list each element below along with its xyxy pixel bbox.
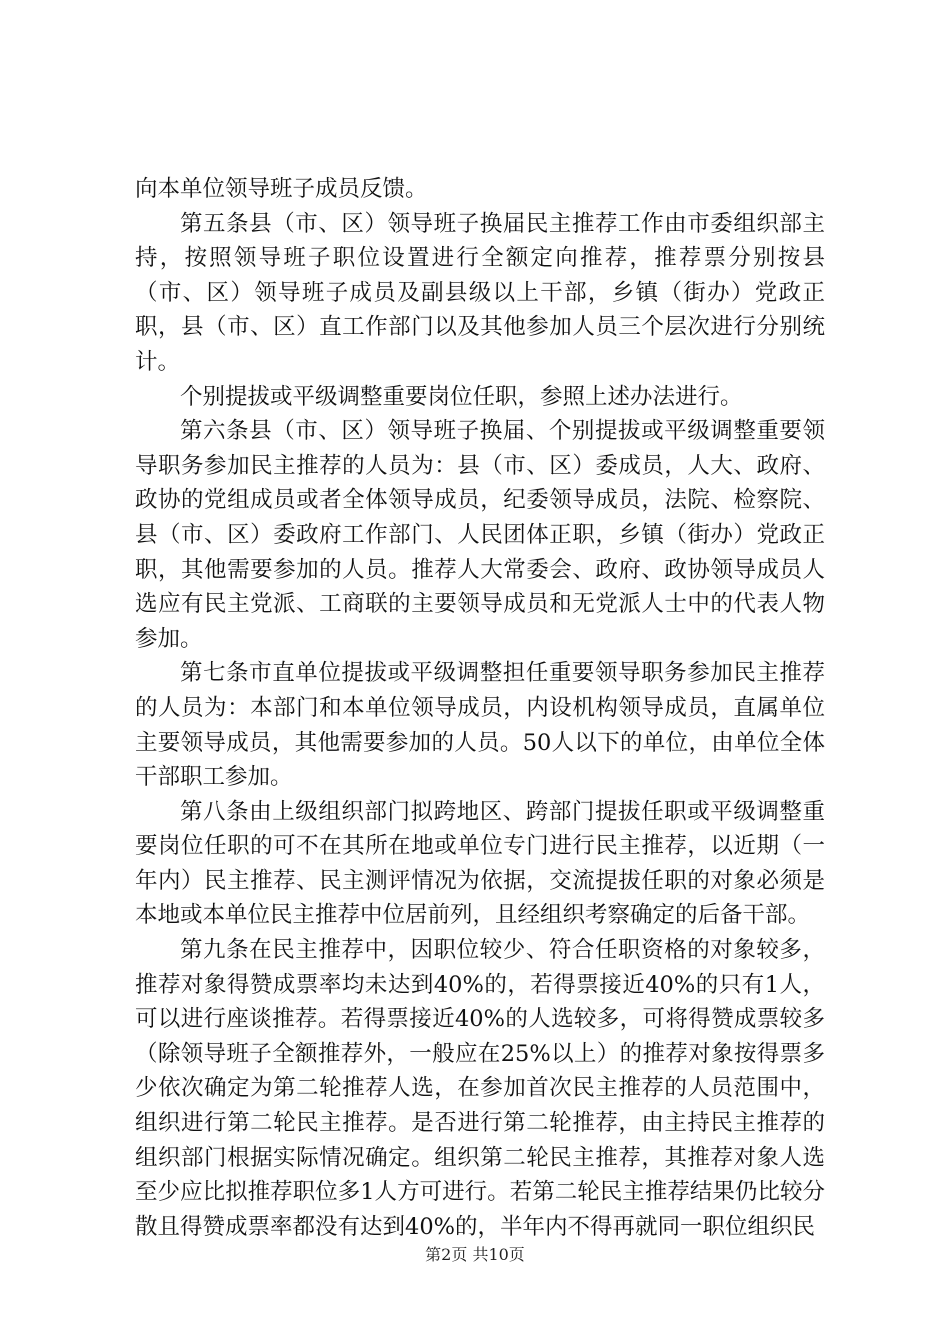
paragraph-article-6: 第六条县（市、区）领导班子换届、个别提拔或平级调整重要领导职务参加民主推荐的人员为：县（市、区）委成员，人大、政府、政协的党组成员或者全体领导成员，纪委领导成员，法院、检察院、县（市、区）委政府工作部门、人民团体正职，乡镇（街办）党政正职，其他需要参加的人员。推荐人大常委会、政府、政协领导成员人选应有民主党派、工商联的主要领导成员和无党派人士中的代表人物参加。: [135, 418, 825, 652]
paragraph-article-9: 第九条在民主推荐中，因职位较少、符合任职资格的对象较多，推荐对象得赞成票率均未达到40%的，若得票接近40%的只有1人，可以进行座谈推荐。若得票接近40%的人选较多，可将得赞成票较多（除领导班子全额推荐外，一般应在25%以上）的推荐对象按得票多少依次确定为第二轮推荐人选，在参加首次民主推荐的人员范围中，组织进行第二轮民主推荐。是否进行第二轮推荐，由主持民主推荐的组织部门根据实际情况确定。组织第二轮民主推荐，其推荐对象人选至少应比拟推荐职位多1人方可进行。若第二轮民主推荐结果仍比较分散且得赞成票率都没有达到40%的，半年内不得再就同一职位组织民: [135, 937, 825, 1240]
page-number-footer: 第2页 共10页: [425, 1245, 525, 1264]
document-body: [135, 172, 825, 1244]
paragraph-article-7: 第七条市直单位提拔或平级调整担任重要领导职务参加民主推荐的人员为：本部门和本单位领导成员，内设机构领导成员，直属单位主要领导成员，其他需要参加的人员。50人以下的单位，由单位全体干部职工参加。: [135, 660, 825, 791]
paragraph-article-5: 第五条县（市、区）领导班子换届民主推荐工作由市委组织部主持，按照领导班子职位设置进行全额定向推荐，推荐票分别按县（市、区）领导班子成员及副县级以上干部，乡镇（街办）党政正职，县（市、区）直工作部门以及其他参加人员三个层次进行分别统计。: [135, 210, 825, 375]
paragraph-continuation: 向本单位领导班子成员反馈。: [135, 176, 428, 202]
paragraph-article-8: 第八条由上级组织部门拟跨地区、跨部门提拔任职或平级调整重要岗位任职的可不在其所在地或单位专门进行民主推荐，以近期（一年内）民主推荐、民主测评情况为依据，交流提拔任职的对象必须是本地或本单位民主推荐中位居前列，且经组织考察确定的后备干部。: [135, 798, 825, 929]
paragraph-individual-promotion: 个别提拔或平级调整重要岗位任职，参照上述办法进行。: [180, 383, 743, 410]
